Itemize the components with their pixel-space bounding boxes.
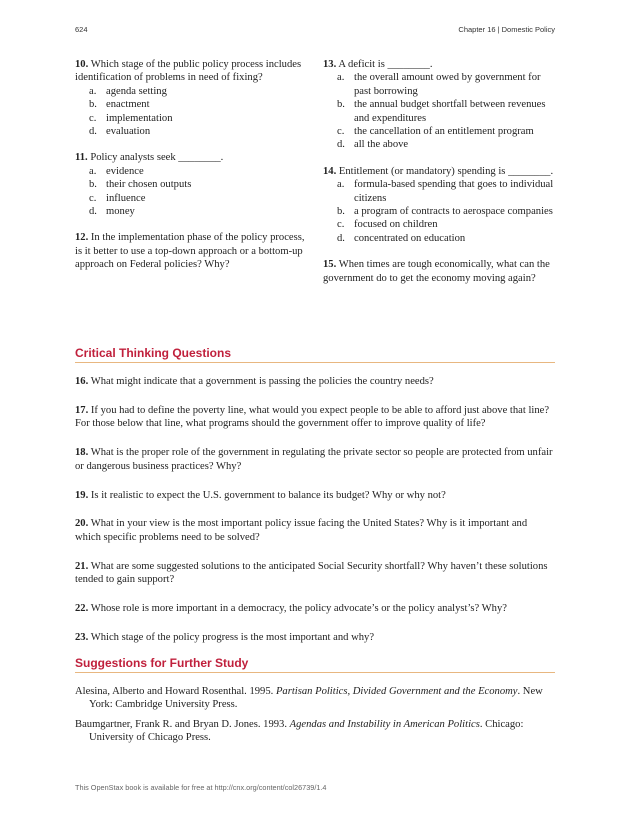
question (323, 165, 555, 245)
option-text: money (106, 206, 135, 218)
reference-entry (75, 685, 555, 712)
option-text: evidence (106, 165, 144, 177)
reference-publisher: . Chicago: University of Chicago Press. (89, 718, 524, 744)
option-text: the cancellation of an entitlement program (354, 126, 534, 138)
question-stem (323, 165, 555, 178)
question (75, 151, 307, 218)
question-number: 22. (75, 603, 89, 615)
question-number: 20. (75, 518, 89, 530)
critical-thinking-question (75, 560, 555, 587)
option-letter: c. (89, 192, 97, 204)
review-questions-right (323, 58, 555, 298)
critical-thinking-list (75, 375, 555, 644)
question-number: 10. (75, 59, 89, 70)
reference-list (75, 685, 555, 745)
reference-entry (75, 718, 555, 745)
footer-note: This OpenStax book is available for free at http://cnx.org/content/col26739/1.4 (75, 783, 327, 792)
option-text: the overall amount owed by government for past borrowing (354, 72, 541, 97)
option-text: formula-based spending that goes to individual citizens (354, 179, 554, 204)
critical-thinking-question (75, 517, 555, 544)
critical-thinking-question (75, 446, 555, 473)
question-text: In the implementation phase of the policy process, is it better to use a top-down approach or a bottom-up approach on Federal policies? Why? (75, 232, 305, 271)
question (75, 58, 307, 138)
reference-authors: Baumgartner, Frank R. and Bryan D. Jones. 1993. (75, 718, 290, 730)
option-text: concentrated on education (354, 232, 466, 244)
answer-option (75, 125, 307, 138)
option-text: all the above (354, 139, 409, 151)
option-letter: c. (337, 219, 345, 231)
question-stem (323, 58, 555, 71)
question-stem (75, 231, 307, 271)
option-letter: b. (337, 206, 345, 218)
question-text: Whose role is more important in a democracy, the policy advocate’s or the policy analyst’s? Why? (90, 603, 507, 615)
further-study-section (75, 656, 555, 751)
question-text: When times are tough economically, what can the government do to get the economy moving again? (323, 259, 550, 284)
reference-authors: Alesina, Alberto and Howard Rosenthal. 1995. (75, 686, 276, 697)
answer-option (323, 218, 555, 231)
answer-option (75, 85, 307, 98)
question-number: 11. (75, 152, 88, 164)
critical-thinking-section (75, 346, 555, 660)
question-number: 16. (75, 376, 89, 387)
critical-thinking-question (75, 375, 555, 388)
answer-option (75, 205, 307, 218)
review-questions-left (75, 58, 307, 285)
question-number: 15. (323, 259, 337, 271)
answer-option (75, 192, 307, 205)
reference-publisher: . New York: Cambridge University Press. (89, 686, 543, 711)
answer-option (75, 112, 307, 125)
question-text: Is it realistic to expect the U.S. government to balance its budget? Why or why not? (90, 489, 446, 501)
option-letter: a. (337, 72, 345, 84)
question-text: Entitlement (or mandatory) spending is ________. (338, 165, 554, 177)
question-stem (323, 258, 555, 285)
question-number: 13. (323, 59, 337, 70)
question-text: A deficit is ________. (338, 59, 433, 70)
option-letter: d. (89, 206, 97, 218)
option-letter: a. (337, 179, 345, 191)
critical-thinking-question (75, 404, 555, 431)
critical-thinking-question (75, 602, 555, 615)
answer-options (323, 71, 555, 151)
answer-options (75, 165, 307, 219)
question-text: Which stage of the public policy process includes identification of problems in need of fixing? (75, 59, 302, 84)
question-number: 17. (75, 404, 89, 416)
question-stem (75, 58, 307, 85)
option-text: a program of contracts to aerospace companies (354, 206, 553, 218)
question-text: Which stage of the policy progress is the most important and why? (90, 631, 375, 643)
option-text: focused on children (354, 219, 438, 231)
critical-thinking-heading: Critical Thinking Questions (75, 346, 555, 363)
question (75, 231, 307, 271)
answer-option (323, 71, 555, 98)
option-text: evaluation (106, 126, 151, 138)
option-letter: b. (337, 99, 345, 111)
question-number: 21. (75, 560, 89, 572)
answer-option (323, 98, 555, 125)
question (323, 58, 555, 152)
answer-option (323, 138, 555, 151)
option-letter: d. (337, 232, 345, 244)
answer-option (323, 205, 555, 218)
question-number: 14. (323, 165, 337, 177)
further-study-heading: Suggestions for Further Study (75, 656, 555, 673)
option-text: agenda setting (106, 85, 167, 97)
question-text: What might indicate that a government is passing the policies the country needs? (90, 376, 434, 387)
option-text: their chosen outputs (106, 179, 192, 191)
answer-option (75, 98, 307, 111)
option-letter: a. (89, 165, 97, 177)
option-text: enactment (106, 99, 150, 111)
page-number: 624 (75, 25, 88, 34)
question (323, 258, 555, 285)
option-letter: d. (89, 126, 97, 138)
answer-option (323, 178, 555, 205)
reference-title: Agendas and Instability in American Politics (289, 718, 480, 730)
option-text: influence (106, 192, 146, 204)
answer-option (323, 232, 555, 245)
option-letter: c. (337, 126, 345, 138)
answer-options (323, 178, 555, 245)
option-letter: d. (337, 139, 345, 151)
answer-option (75, 178, 307, 191)
question-number: 12. (75, 232, 89, 244)
question-text: What is the proper role of the government in regulating the private sector so people are protected from unfair or dangerous business practices? Why? (75, 447, 553, 472)
question-text: What in your view is the most important policy issue facing the United States? Why is it important and which specific problems need to be solved? (75, 518, 528, 543)
critical-thinking-question (75, 631, 555, 644)
option-letter: b. (89, 99, 97, 111)
answer-options (75, 85, 307, 139)
answer-option (75, 165, 307, 178)
question-number: 19. (75, 489, 89, 501)
question-number: 23. (75, 631, 89, 643)
question-text: Policy analysts seek ________. (90, 152, 224, 164)
option-letter: c. (89, 112, 97, 124)
question-text: What are some suggested solutions to the anticipated Social Security shortfall? Why haven’t these solutions tended to gain support? (75, 560, 548, 586)
question-stem (75, 151, 307, 164)
question-text: If you had to define the poverty line, what would you expect people to be able to afford just above that line? For those below that line, what programs should the government offer to improve quality of life? (75, 404, 550, 430)
option-letter: a. (89, 85, 97, 97)
critical-thinking-question (75, 489, 555, 502)
option-text: the annual budget shortfall between revenues and expenditures (354, 99, 546, 124)
reference-title: Partisan Politics, Divided Government and the Economy (275, 686, 518, 697)
answer-option (323, 125, 555, 138)
option-text: implementation (106, 112, 173, 124)
question-number: 18. (75, 447, 89, 459)
chapter-title: Chapter 16 | Domestic Policy (458, 25, 555, 34)
option-letter: b. (89, 179, 97, 191)
